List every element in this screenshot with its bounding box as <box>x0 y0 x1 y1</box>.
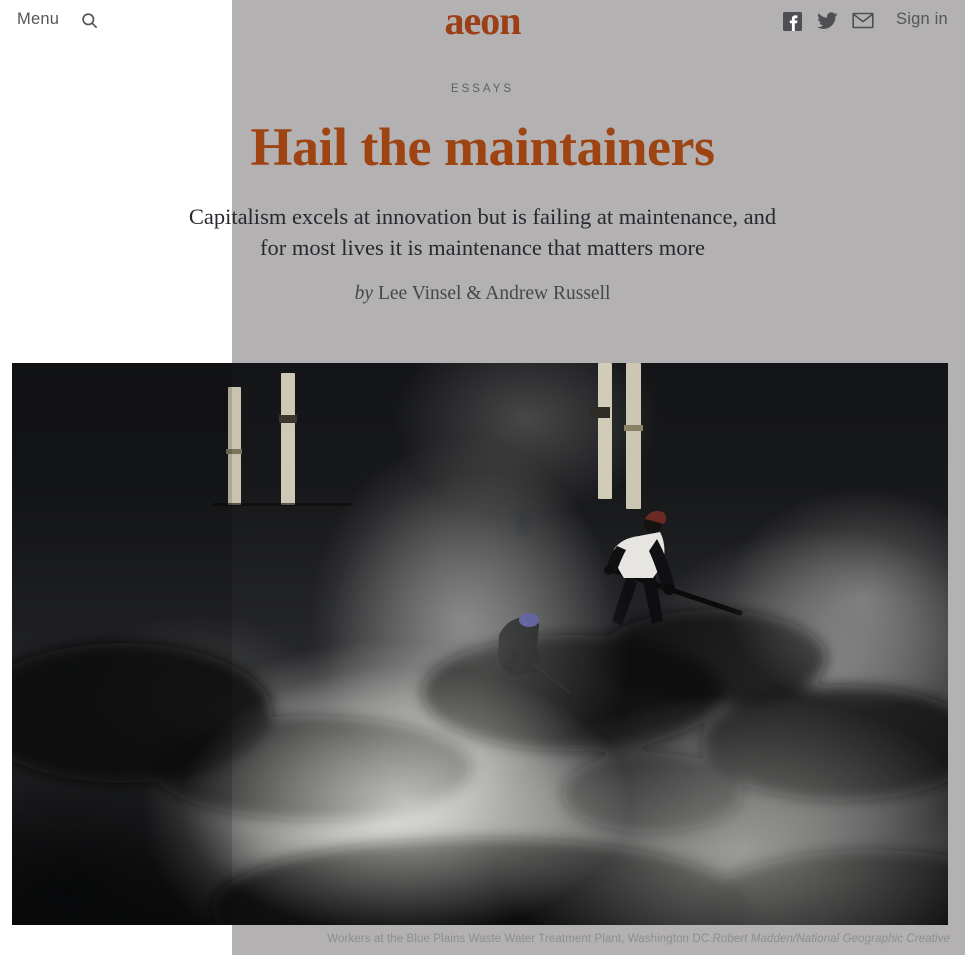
hero-caption-credit: Robert Madden/National Geographic Creative <box>712 933 950 945</box>
menu-button[interactable]: Menu <box>17 10 60 28</box>
logo-aeon[interactable]: aeon <box>444 0 521 43</box>
facebook-share-button[interactable] <box>782 12 802 32</box>
sludge-ridges <box>12 610 948 925</box>
facebook-icon <box>783 18 802 35</box>
byline <box>0 283 965 305</box>
email-icon <box>852 16 874 33</box>
section-label-essays[interactable]: ESSAYS <box>450 83 515 95</box>
subtitle-line-2: for most lives it is maintenance that matters more <box>260 235 705 260</box>
byline-prefix: by <box>354 283 373 304</box>
article-subtitle <box>0 201 965 263</box>
twitter-share-button[interactable] <box>817 12 837 32</box>
twitter-icon <box>817 17 838 34</box>
hero-image <box>12 363 948 925</box>
hero-image-artwork <box>12 363 948 925</box>
subtitle-line-1: Capitalism excels at innovation but is failing at maintenance, and <box>188 204 777 229</box>
sign-in-button[interactable]: Sign in <box>896 10 948 28</box>
hero-caption-text: Workers at the Blue Plains Waste Water Treatment Plant, Washington DC. <box>327 933 713 945</box>
hero-caption <box>327 932 950 946</box>
background-figure <box>518 511 529 535</box>
standpipes <box>212 363 643 509</box>
email-share-button[interactable] <box>852 12 872 32</box>
standing-worker <box>604 511 740 626</box>
article-title: Hail the maintainers <box>250 117 715 177</box>
byline-authors[interactable]: Lee Vinsel & Andrew Russell <box>377 283 611 304</box>
